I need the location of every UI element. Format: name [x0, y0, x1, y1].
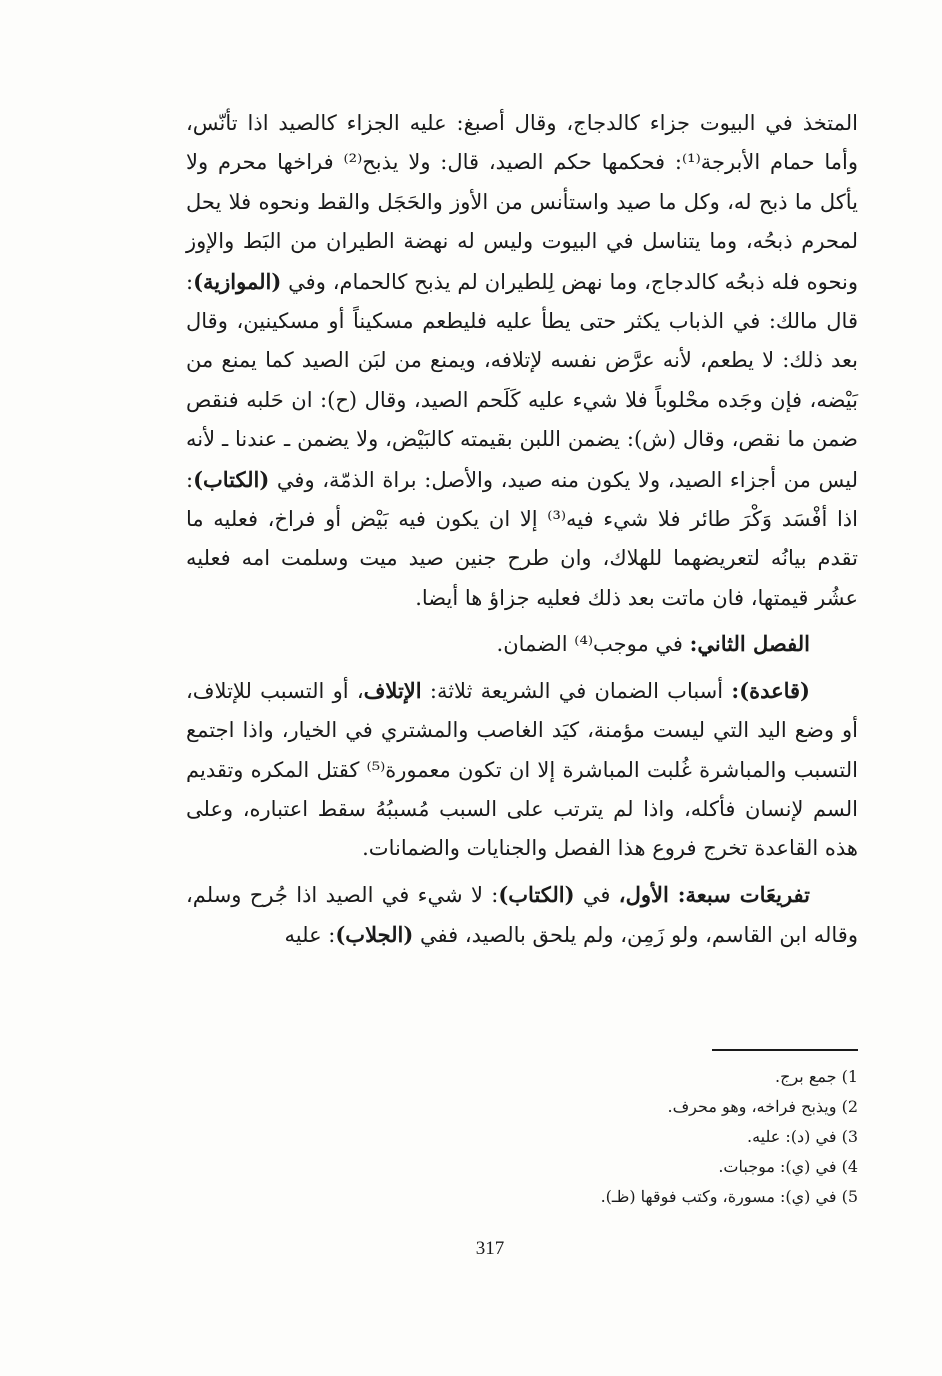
- text-run: : قال مالك: في الذباب يكثر حتى يطأ عليه فليطعم مسكيناً أو مسكينين، وقال بعد ذلك: لا يطعم، لأنه عرَّض نفسه لإتلافه، ويمنع من لبَن الصيد كما يمنع من بَيْضه، فإن وجَده محْلوباً فلا شيء عليه كَلَحم الصيد، وقال (ح): ان حَلبه فنقص ضمن ما نقص، وقال (ش): يضمن اللبن بقيمته كالبَيْض، ولا يضمن ـ عندنا ـ لأنه ليس من أجزاء الصيد، ولا يكون منه صيد، والأصل: براة الذمّة، وفي: [186, 269, 858, 492]
- footnote-item: 4) في (ي): موجبات.: [718, 1157, 858, 1176]
- footnote-item: 2) ويذبح فراخه، وهو محرف.: [667, 1097, 858, 1116]
- section-heading-subtitle: في موجب⁽⁴⁾ الضمان.: [496, 632, 690, 657]
- section-heading: [186, 624, 858, 664]
- source-reference: (الجلاب): [335, 922, 414, 948]
- page-number: 317: [475, 1238, 505, 1259]
- footnote-item: 1) جمع برج.: [775, 1067, 858, 1086]
- footnotes: [258, 1062, 858, 1212]
- text-run: ، أو التسبب للإتلاف، أو وضع اليد التي ليست مؤمنة، كيَد الغاصب والمشتري في الخيار، واذا اجتمع التسبب والمباشرة غُلبت المباشرة إلا ان تكون معمورة⁽⁵⁾ كقتل المكره وتقديم السم لإنسان فأكله، واذا لم يترتب على السبب مُسببُهُ سقط اعتباره، وعلى هذه القاعدة تخرج فروع هذا الفصل والجنايات والضمانات.: [186, 678, 859, 861]
- source-reference: (الكتاب): [193, 466, 270, 492]
- source-reference: (الموازية): [193, 268, 282, 294]
- text-run: : اذا أفْسَد وَكْرَ طائر فلا شيء فيه⁽³⁾ إلا ان يكون فيه بَيْض أو فراخ، فعليه ما تقدم بيانُه لتعريضهما للهلاك، وان طرح جنين صيد ميت وسلمت امه فعليه عشُر قيمتها، فان ماتت بعد ذلك فعليه جزاؤ ها أيضا.: [186, 467, 858, 610]
- rule-label: (قاعدة):: [731, 677, 810, 703]
- source-reference: (الكتاب): [498, 881, 575, 907]
- paragraph-hunting-rules: [186, 104, 858, 618]
- footnote-item: 5) في (ي): مسورة، وكتب فوقها (ظـ).: [600, 1187, 858, 1206]
- text-run: : لا شيء في الصيد اذا جُرح وسلم، وقاله ابن القاسم، ولو زَمِن، ولم يلحق بالصيد، ففي: [186, 882, 858, 948]
- paragraph-branches: [186, 875, 858, 956]
- branches-label: تفريعَات سبعة: الأول،: [618, 881, 811, 907]
- main-text-block: [186, 104, 858, 956]
- footnote-item: 3) في (د): عليه.: [746, 1127, 858, 1146]
- section-heading-title: الفصل الثاني:: [689, 631, 810, 657]
- paragraph-rule: [186, 671, 858, 869]
- emphasis-term: الإتلاف: [363, 677, 422, 703]
- text-run: : عليه: [284, 923, 336, 948]
- text-run: المتخذ في البيوت جزاء كالدجاج، وقال أصبغ: عليه الجزاء كالصيد اذا تأنّس، وأما حمام الأبرجة⁽¹⁾: فحكمها حكم الصيد، قال: ولا يذبح⁽²⁾ فراخها محرم ولا يأكل ما ذبح له، وكل ما صيد واستأنس من الأوز والحَجَل والقط ونحوه فلا يحل لمحرم ذبحُه، وما يتناسل في البيوت وليس له نهضة الطيران من البَط والإوز ونحوه فله ذبحُه كالدجاج، وما نهض لِلطيران لم يذبح كالحمام، وفي: [186, 111, 858, 294]
- text-run: أسباب الضمان في الشريعة ثلاثة:: [421, 678, 732, 703]
- footnote-separator: [712, 1049, 858, 1051]
- text-run: في: [574, 882, 619, 907]
